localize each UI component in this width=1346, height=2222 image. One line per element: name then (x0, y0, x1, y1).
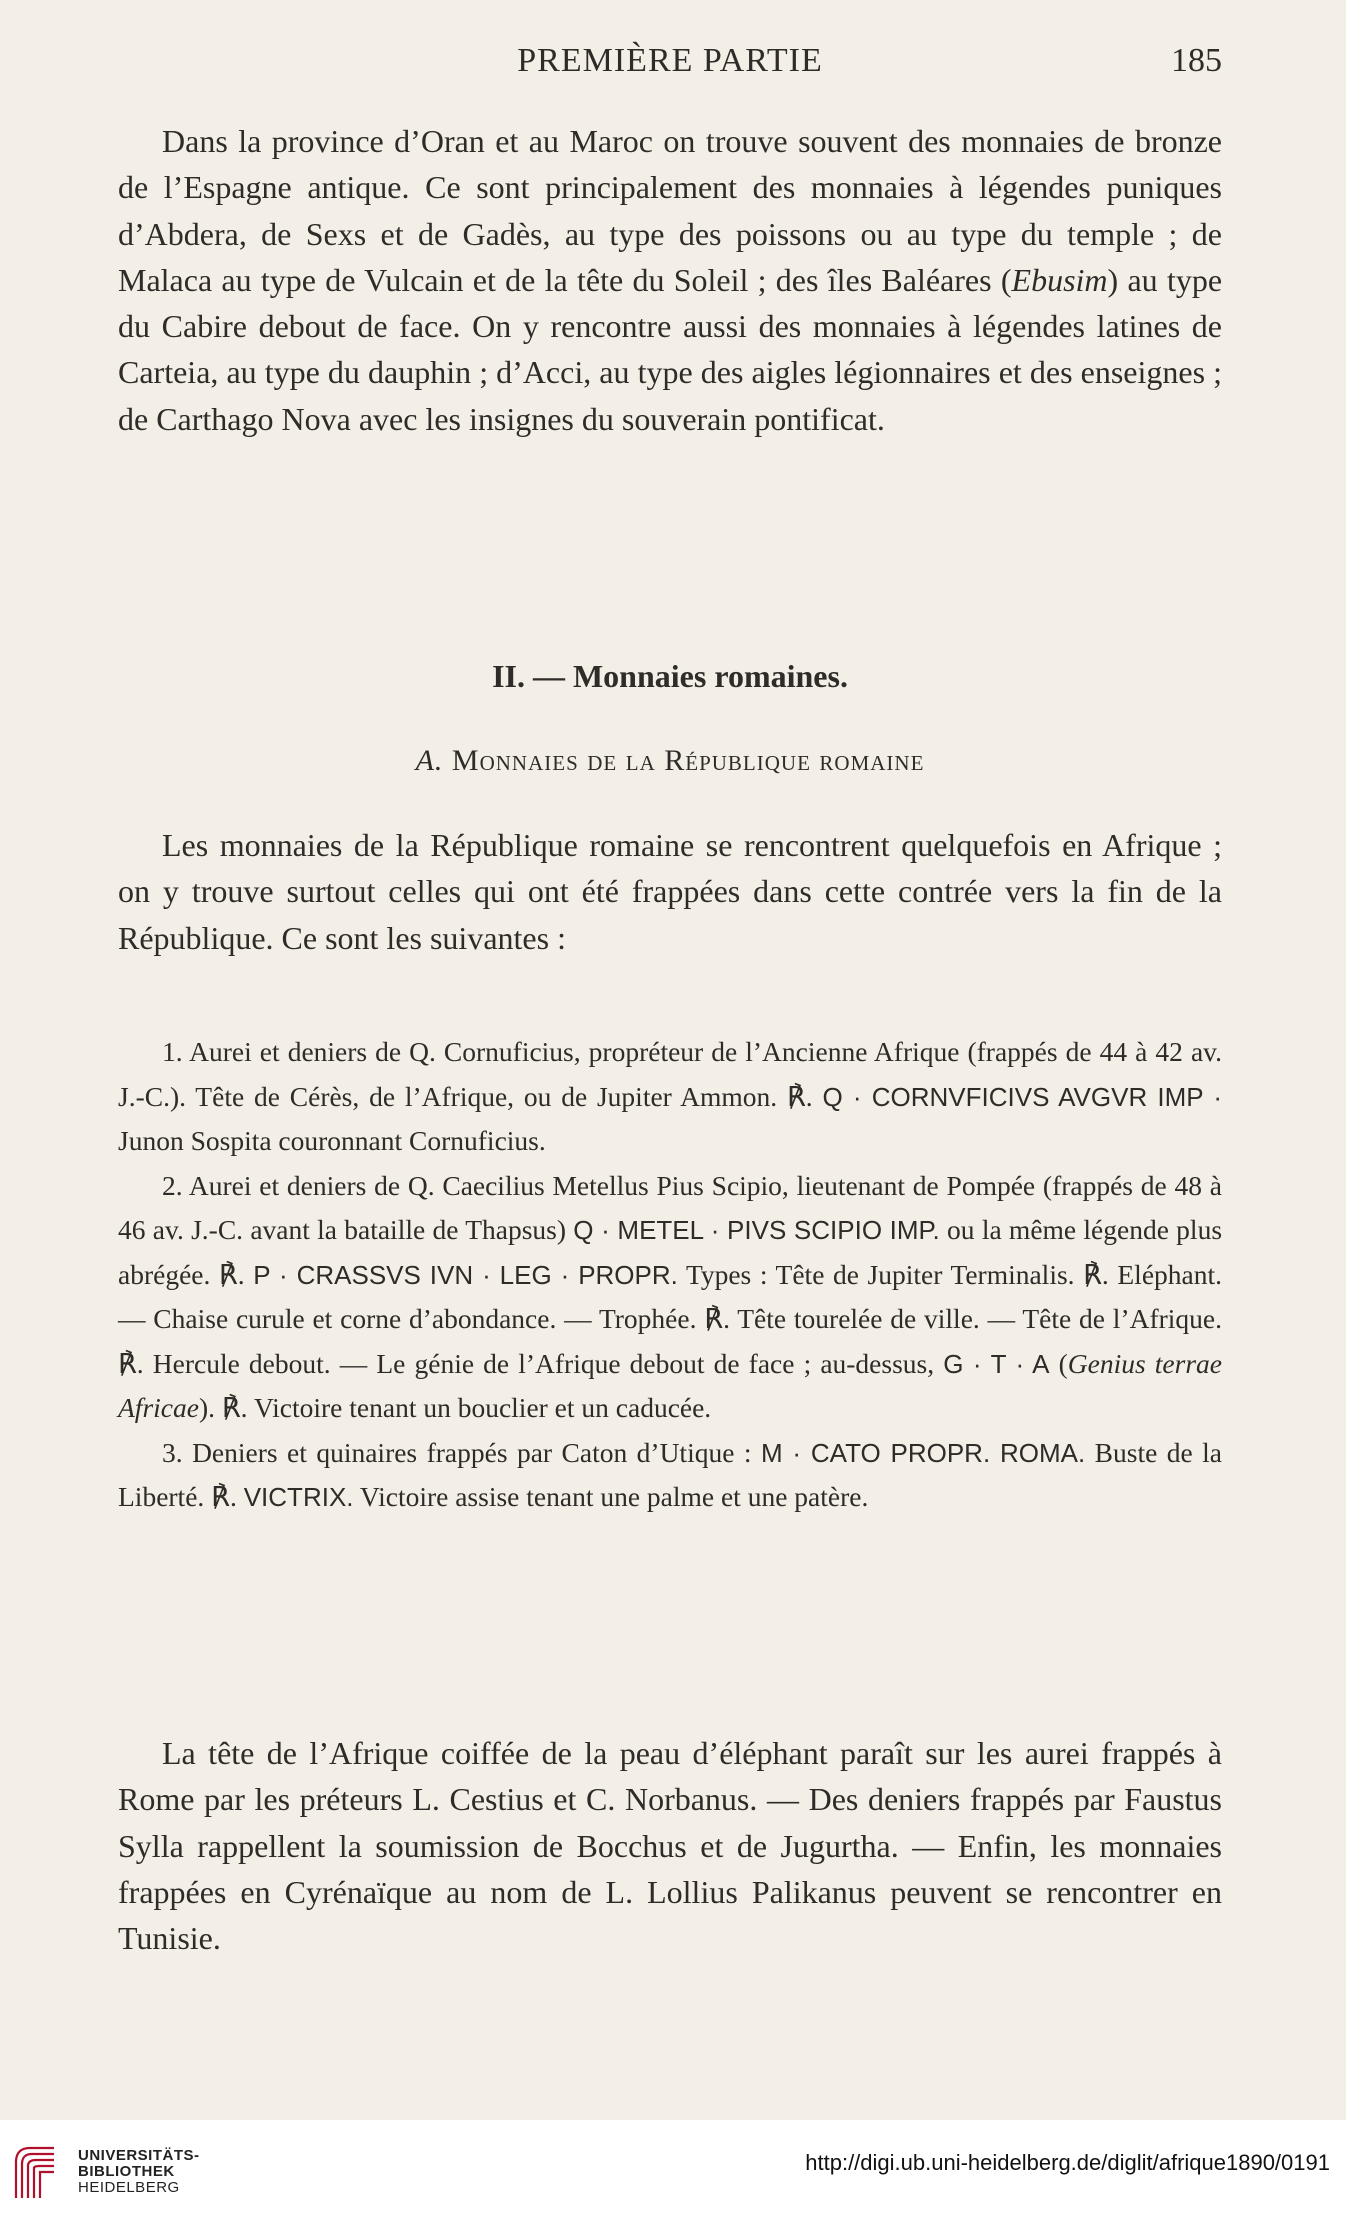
coin-list (118, 1030, 1222, 1520)
running-head (118, 42, 1222, 92)
source-url-link[interactable]: http://digi.ub.uni-heidelberg.de/diglit/afrique1890/0191 (805, 2150, 1330, 2175)
library-logo-icon (10, 2140, 60, 2202)
running-head-title: PREMIÈRE PARTIE (517, 42, 823, 79)
footer-bar (0, 2120, 1346, 2222)
paragraph-africa-head: La tête de l’Afrique coiffée de la peau d’éléphant paraît sur les aurei frappés à Rome par les préteurs L. Cestius et C. Norbanus. — Des deniers frappés par Faustus Sylla rappellent la soumission de Bocchus et de Jugurtha. — Enfin, les monnaies frappées en Cyrénaïque au nom de L. Lollius Palikanus peuvent se rencontrer en Tunisie. (118, 1735, 1222, 1957)
subsection-title (118, 744, 1222, 778)
page-number: 185 (1171, 42, 1222, 79)
list-item-1: 1. Aurei et deniers de Q. Cornuficius, propréteur de l’Ancienne Afrique (frappés de 44 à 42 av. J.-C.). Tête de Cérès, de l’Afrique, ou de Jupiter Ammon. ℟. Q · CORNVFICIVS AVGVR IMP · Junon Sospita couronnant Cornuficius. (118, 1036, 1223, 1156)
para1-text-end: au type du Cabire debout de face. On y rencontre aussi des monnaies à légendes latines de Carteia, au type du dauphin ; d’Acci, au type des aigles légionnaires et des enseignes ; de Carthago Nova avec les insignes du souverain pontificat. (118, 261, 1223, 437)
paragraph-spanish-coins: Dans la province d’Oran et au Maroc on trouve souvent des monnaies de bronze de l’Espagne antique. Ce sont principalement des monnaies à légendes puniques d’Abdera, de Sexs et de Gadès, au type des poissons ou au type du temple ; de Malaca au type de Vulcain et de la tête du Soleil ; des îles Baléares (Ebusim) au type du Cabire debout de face. On y rencontre aussi des monnaies à légendes latines de Carteia, au type du dauphin ; d’Acci, au type des aigles légionnaires et des enseignes ; de Carthago Nova avec les insignes du souverain pontificat. (118, 123, 1223, 437)
section-title: II. — Monnaies romaines. (492, 658, 848, 694)
para1-italic: Ebusim (1011, 261, 1108, 298)
library-name: UNIVERSITÄTS- BIBLIOTHEK HEIDELBERG (78, 2147, 200, 2196)
list-item-2: 2. Aurei et deniers de Q. Caecilius Metellus Pius Scipio, lieutenant de Pompée (frappés de 48 à 46 av. J.-C. avant la bataille de Thapsus) Q · METEL · PIVS SCIPIO IMP. ou la même légende plus abrégée. ℟. P · CRASSVS IVN · LEG · PROPR. Types : Tête de Jupiter Terminalis. ℟. Eléphant. — Chaise curule et corne d’abondance. — Trophée. ℟. Tête tourelée de ville. — Tête de l’Afrique. ℟. Hercule debout. — Le génie de l’Afrique debout de face ; au-dessus, G · T · A (Genius terrae Africae). ℟. Victoire tenant un bouclier et un caducée. (118, 1169, 1223, 1423)
subsection-text: Monnaies de la République romaine (451, 744, 925, 777)
paragraph-republic-intro: Les monnaies de la République romaine se rencontrent quelquefois en Afrique ; on y trouve surtout celles qui ont été frappées dans cette contrée vers la fin de la République. Ce sont les suivantes : (118, 827, 1222, 956)
subsection-letter: A. (415, 744, 444, 777)
list-item-3: 3. Deniers et quinaires frappés par Caton d’Utique : M · CATO PROPR. ROMA. Buste de la Liberté. ℟. VICTRIX. Victoire assise tenant une palme et une patère. (118, 1436, 1223, 1512)
para1-text: Dans la province d’Oran et au Maroc on trouve souvent des monnaies de bronze de l’Espagne antique. Ce sont principalement des monnaies à légendes puniques d’Abdera, de Sexs et de Gadès, au type des poissons ou au type du temple ; de Malaca au type de Vulcain et de la tête du Soleil ; des îles Baléares (118, 123, 1222, 298)
